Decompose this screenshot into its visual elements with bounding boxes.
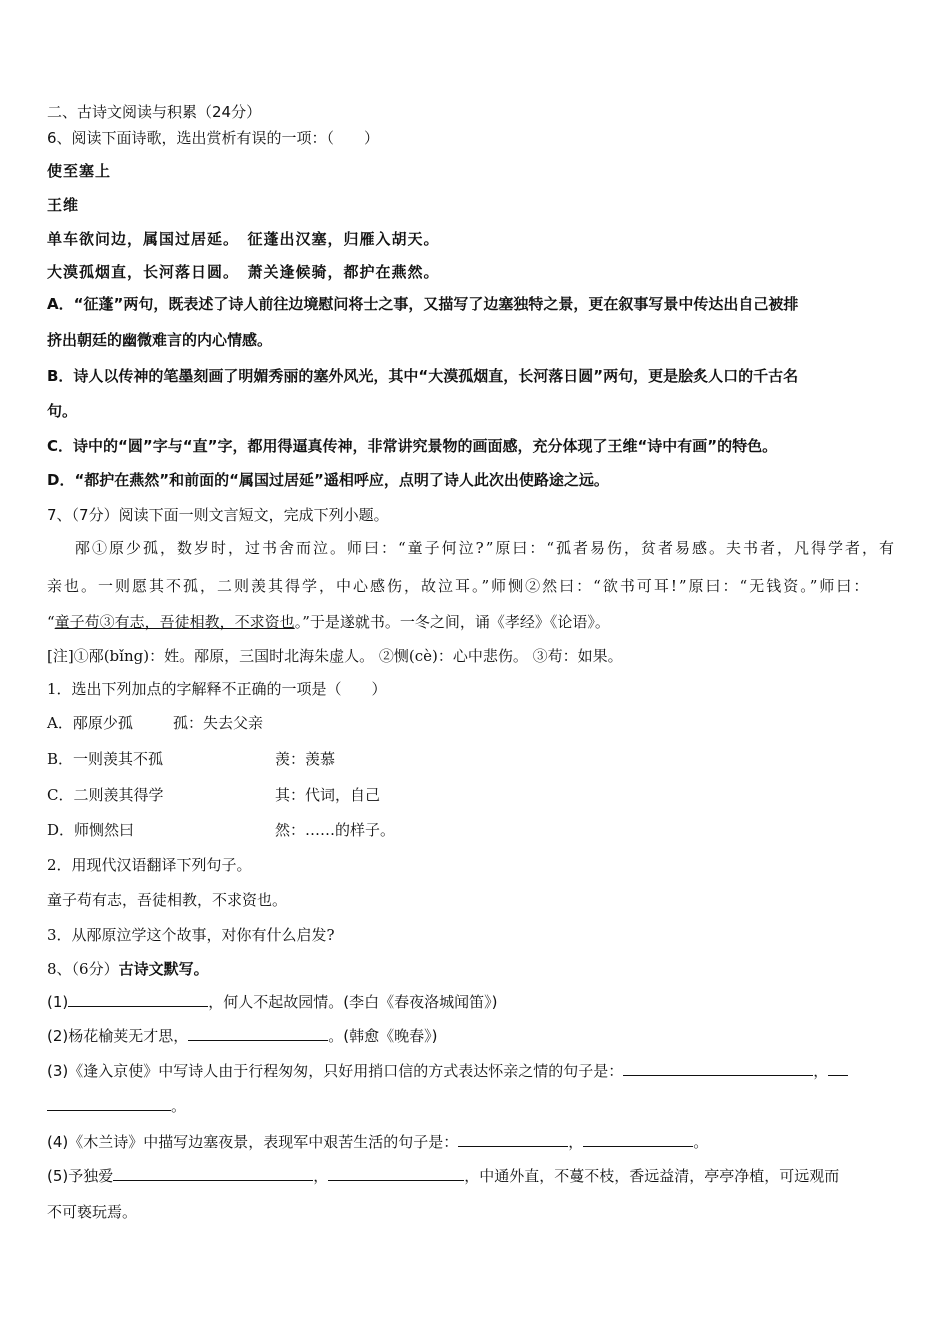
q8-item4 (47, 1131, 708, 1152)
q7-text-line3-rest: 。”于是遂就书。一冬之间，诵《孝经》《论语》。 (294, 613, 610, 631)
sub1-c-gloss: 其：代词，自己 (275, 786, 381, 804)
poem-line-2: 大漠孤烟直，长河落日圆。 萧关逢候骑，都护在燕然。 (47, 263, 440, 281)
q8-item4-end: 。 (693, 1133, 709, 1151)
q8-item1-source: ，何人不起故园情。(李白《春夜洛城闻笛》) (208, 993, 498, 1011)
q8-item4-blank2[interactable] (583, 1131, 693, 1147)
sub1-d-text: D．师恻然曰 (47, 821, 135, 839)
q8-item4-blank1[interactable] (458, 1131, 568, 1147)
sub1-c-text: C．二则羡其得学 (47, 786, 164, 804)
q8-item4-comma: ， (568, 1133, 584, 1151)
q8-item5-line2: 不可亵玩焉。 (47, 1203, 138, 1221)
q8-item2 (47, 1025, 437, 1046)
q8-item5-label: (5)予独爱 (47, 1167, 114, 1185)
q8-item3 (47, 1060, 848, 1081)
q8-item3-blank1[interactable] (623, 1060, 813, 1076)
q8-item3-cont (47, 1095, 186, 1116)
q8-item5 (47, 1165, 839, 1186)
q8-item3-blank2[interactable] (47, 1095, 171, 1111)
q8-item1-blank[interactable] (68, 991, 208, 1007)
q6-option-d: D．“都护在燕然”和前面的“属国过居延”遥相呼应，点明了诗人此次出使路途之远。 (47, 471, 609, 489)
q8-item2-label: (2)杨花榆荚无才思， (47, 1027, 189, 1045)
sub1-a-text: A．邴原少孤 (47, 714, 133, 732)
q8-item2-source: 。(韩愈《晚春》) (328, 1027, 438, 1045)
q7-text-line2: 亲也。一则愿其不孤，二则羡其得学，中心感伤，故泣耳。”师恻②然曰：“欲书可耳!”原曰：“无钱资。”师曰： (47, 577, 871, 595)
q7-sub2-prompt: 2．用现代汉语翻译下列句子。 (47, 856, 252, 874)
q8-item1-label: (1) (47, 993, 69, 1011)
q6-prompt: 6、阅读下面诗歌，选出赏析有误的一项：（ ） (47, 129, 380, 147)
poem-title: 使至塞上 (47, 162, 112, 180)
q8-item3-text: (3)《逢入京使》中写诗人由于行程匆匆，只好用捎口信的方式表达怀亲之情的句子是： (47, 1062, 624, 1080)
sub1-b-gloss: 羡：羡慕 (275, 750, 336, 768)
q8-prompt-text: 古诗文默写。 (118, 960, 209, 978)
section-title: 二、古诗文阅读与积累（24分） (47, 103, 262, 121)
sub1-d-gloss: 然：……的样子。 (275, 821, 396, 839)
q6-option-a-line1: A．“征蓬”两句，既表述了诗人前往边境慰问将士之事，又描写了边塞独特之景，更在叙事写景中传达出自己被排 (47, 295, 799, 313)
q6-option-c: C．诗中的“圆”字与“直”字，都用得逼真传神，非常讲究景物的画面感，充分体现了王维“诗中有画”的特色。 (47, 437, 778, 455)
q8-item1 (47, 991, 497, 1012)
q7-underlined-sentence: 童子苟③有志，吾徒相教，不求资也 (54, 613, 295, 631)
q7-sub1-prompt: 1．选出下列加点的字解释不正确的一项是（ ） (47, 680, 387, 698)
sub1-b-text: B．一则羡其不孤 (47, 750, 164, 768)
q6-option-b-line1: B．诗人以传神的笔墨刻画了明媚秀丽的塞外风光，其中“大漠孤烟直，长河落日圆”两句，更是脍炙人口的千古名 (47, 367, 799, 385)
q7-sub2-sentence: 童子苟有志，吾徒相教，不求资也。 (47, 891, 288, 909)
poem-line-1: 单车欲问边，属国过居延。 征蓬出汉塞，归雁入胡天。 (47, 230, 440, 248)
q7-note: [注]①邴(bǐng)：姓。邴原，三国时北海朱虚人。 ②恻(cè)：心中悲伤。 ③苟：如果。 (47, 647, 623, 665)
q7-sub1-option-d (47, 820, 396, 840)
q8-item3-blank2-start[interactable] (828, 1060, 848, 1076)
q6-option-b-line2: 句。 (47, 402, 78, 420)
q8-item3-comma: ， (813, 1062, 829, 1080)
q8-item2-blank[interactable] (188, 1025, 328, 1041)
q7-sub1-option-b (47, 749, 336, 769)
q8-item5-blank2[interactable] (328, 1165, 464, 1181)
sub1-a-gloss: 孤：失去父亲 (173, 714, 264, 732)
q7-text-line3 (47, 612, 610, 632)
q8-item5-blank1[interactable] (113, 1165, 313, 1181)
q7-quote-open: “ (47, 613, 55, 631)
q8-item4-text: (4)《木兰诗》中描写边塞夜景，表现军中艰苦生活的句子是： (47, 1133, 459, 1151)
q8-item5-comma: ， (313, 1167, 329, 1185)
q8-prompt (47, 959, 209, 979)
poem-author: 王维 (47, 196, 80, 214)
q8-item3-end: 。 (171, 1097, 187, 1115)
q7-sub3-prompt: 3．从邴原泣学这个故事，对你有什么启发? (47, 926, 335, 944)
q8-item5-text: ，中通外直，不蔓不枝，香远益清，亭亭净植，可远观而 (464, 1167, 840, 1185)
q8-prompt-num: 8、（6分） (47, 960, 119, 978)
q7-sub1-option-a (47, 713, 264, 733)
q7-sub1-option-c (47, 785, 381, 805)
q7-prompt: 7、（7分）阅读下面一则文言短文，完成下列小题。 (47, 506, 389, 524)
q6-option-a-line2: 挤出朝廷的幽微难言的内心情感。 (47, 331, 273, 349)
q7-text-line1: 邴①原少孤，数岁时，过书舍而泣。师曰：“童子何泣?”原曰：“孤者易伤，贫者易感。夫书者，凡得学者，有 (75, 539, 897, 557)
